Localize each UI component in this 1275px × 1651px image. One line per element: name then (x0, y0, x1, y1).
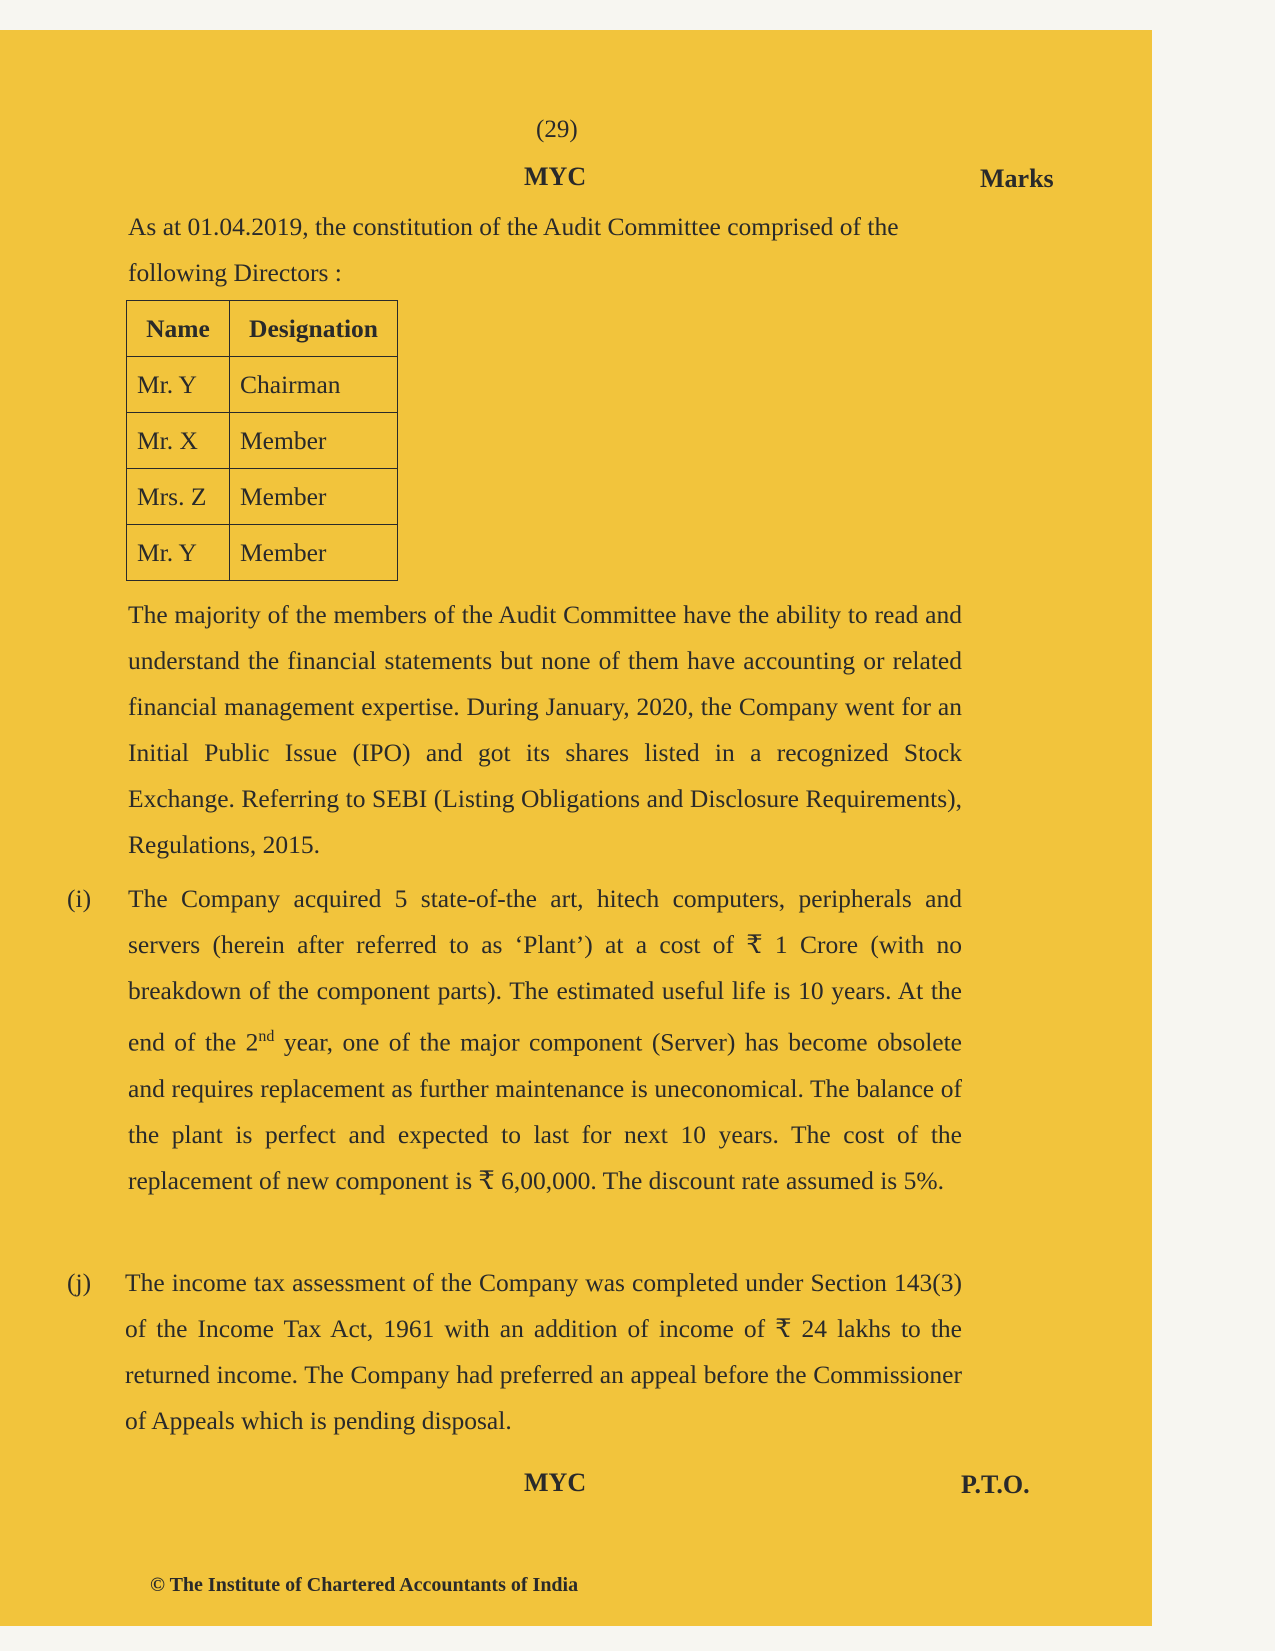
cell-designation: Member (230, 469, 398, 525)
item-i-text-part2: year, one of the major component (Server) has become obsolete and requires replacement as further maintenance is uneconomical. The balance of the plant is perfect and expected to last for next 10 years. The cost of the replacement of new component is ₹ 6,00,000. The discount rate assumed is 5%. (128, 1027, 962, 1195)
cell-name: Mr. Y (127, 525, 230, 581)
table-row (127, 413, 398, 469)
cell-name: Mr. X (127, 413, 230, 469)
cell-designation: Member (230, 413, 398, 469)
item-label-j: (j) (67, 1268, 92, 1297)
intro-text: As at 01.04.2019, the constitution of the Audit Committee comprised of the following Directors : (128, 212, 899, 287)
paper-code-top: MYC (524, 162, 587, 191)
table-row (127, 469, 398, 525)
paper-code-bottom: MYC (524, 1468, 587, 1497)
ordinal-superscript: nd (258, 1028, 275, 1045)
marks-heading: Marks (980, 164, 1054, 193)
column-header-designation: Designation (230, 301, 398, 357)
item-i-text-part1: The Company acquired 5 state-of-the art, hitech computers, peripherals and servers (herein after referred to as ‘Plant’) at a cost of ₹ 1 Crore (with no breakdown of the component parts). The estimated useful life is 10 years. At the end of the 2 (128, 884, 962, 1057)
cell-designation: Member (230, 525, 398, 581)
column-header-name: Name (127, 301, 230, 357)
cell-designation: Chairman (230, 357, 398, 413)
table-header-row (127, 301, 398, 357)
item-i-text (128, 876, 962, 1204)
committee-paragraph: The majority of the members of the Audit Committee have the ability to read and understand the financial statements but none of them have accounting or related financial management expertise. During January, 2020, the Company went for an Initial Public Issue (IPO) and got its shares listed in a recognized Stock Exchange. Referring to SEBI (Listing Obligations and Disclosure Requirements), Regulations, 2015. (128, 600, 962, 859)
pto-label: P.T.O. (961, 1470, 1030, 1499)
item-label-i: (i) (67, 884, 92, 913)
table-row (127, 357, 398, 413)
cell-name: Mr. Y (127, 357, 230, 413)
cell-name: Mrs. Z (127, 469, 230, 525)
copyright-footer: © The Institute of Chartered Accountants of India (150, 1574, 579, 1596)
table-row (127, 525, 398, 581)
item-j-text: The income tax assessment of the Company was completed under Section 143(3) of the Income Tax Act, 1961 with an addition of income of ₹ 24 lakhs to the returned income. The Company had preferred an appeal before the Commissioner of Appeals which is pending disposal. (125, 1268, 962, 1435)
page-number: (29) (536, 116, 578, 143)
audit-committee-table (126, 300, 398, 581)
